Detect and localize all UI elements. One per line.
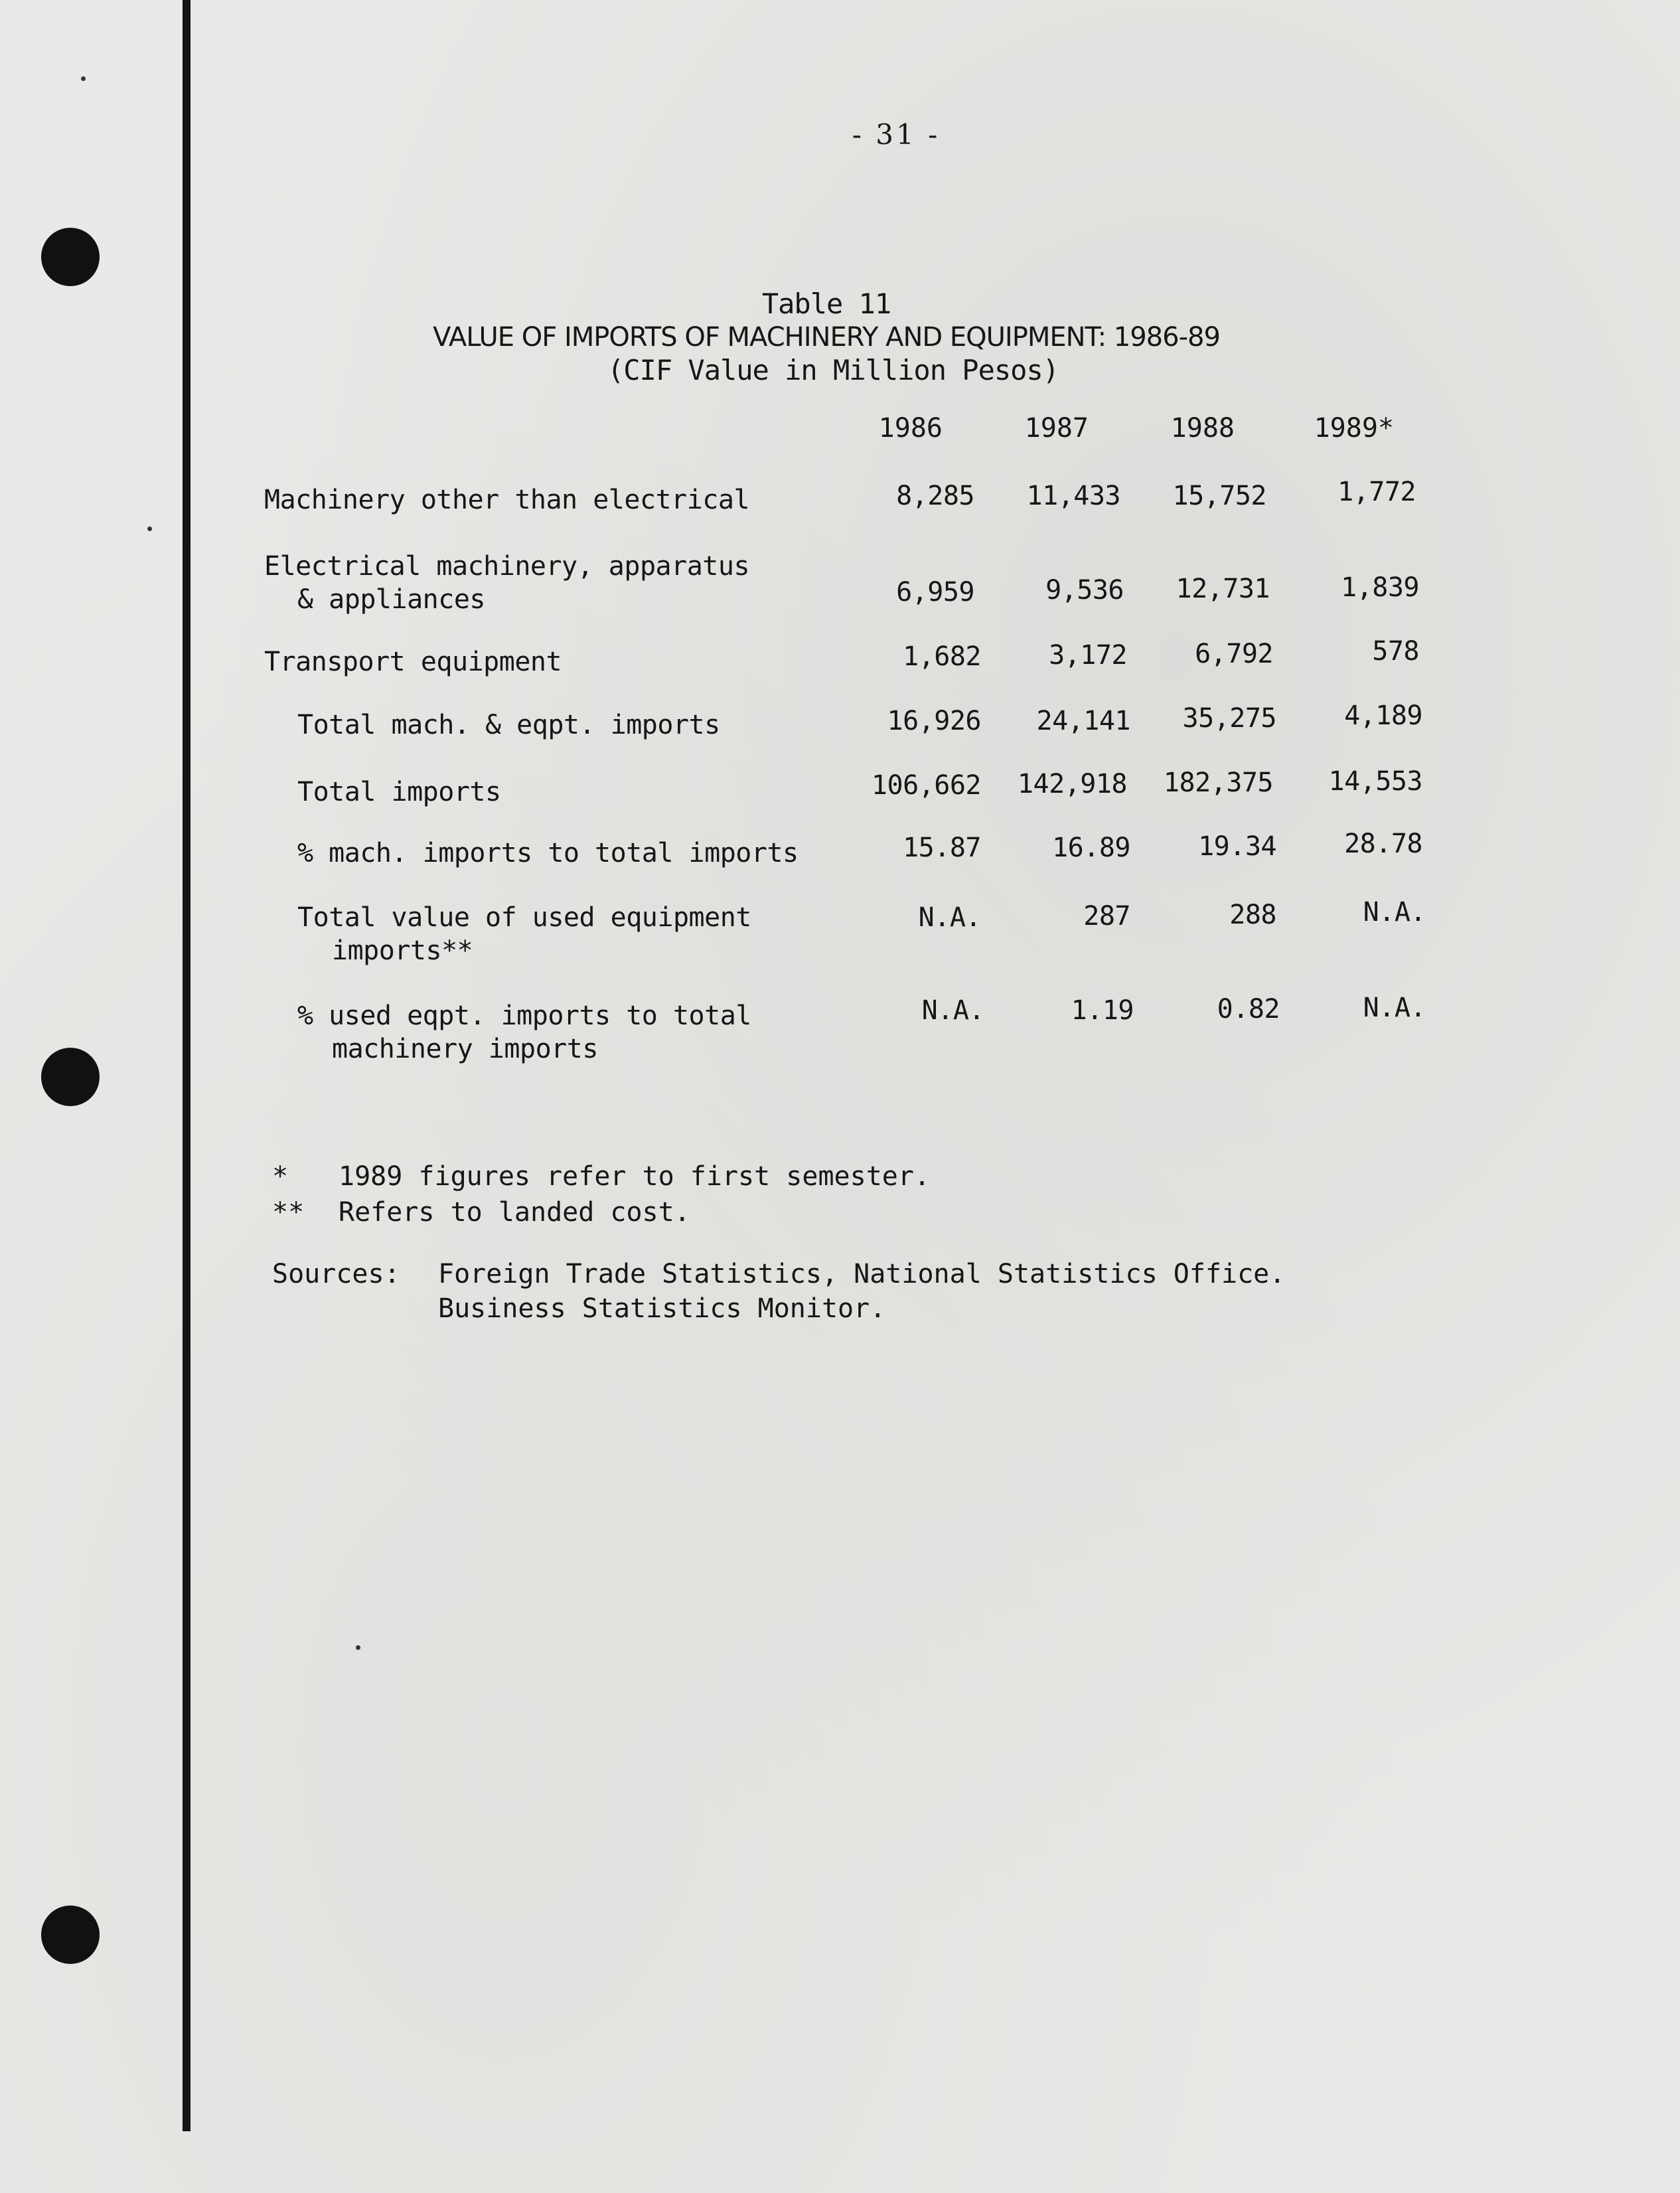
paper-speck [81, 76, 86, 81]
cell-1989: 4,189 [1344, 700, 1422, 731]
row-label-line: % mach. imports to total imports [297, 838, 799, 868]
punch-hole-bottom [41, 1906, 100, 1964]
footnote-mark: ** [272, 1197, 305, 1228]
cell-1986: N.A. [918, 902, 981, 933]
sources-label: Sources: [272, 1259, 400, 1289]
row-label-line: % used eqpt. imports to total [297, 1001, 751, 1031]
punch-hole-top [41, 228, 100, 286]
row-label [297, 901, 895, 967]
column-header-1987: 1987 [1024, 413, 1089, 444]
column-header-1986: 1986 [878, 413, 943, 444]
cell-1987: 142,918 [1017, 769, 1127, 799]
binder-margin-line [183, 0, 191, 2131]
row-label-line: Total mach. & eqpt. imports [297, 710, 720, 740]
cell-1987: 3,172 [1049, 640, 1127, 671]
row-label-line: Machinery other than electrical [264, 485, 750, 515]
cell-1986: 1,682 [903, 641, 981, 672]
column-header-1989: 1989* [1314, 413, 1394, 444]
cell-1988: 15,752 [1172, 481, 1266, 511]
cell-1989: N.A. [1363, 897, 1426, 928]
cell-1989: N.A. [1363, 993, 1426, 1023]
cell-1989: 28.78 [1344, 829, 1422, 859]
cell-1987: 1.19 [1071, 995, 1134, 1026]
row-label-line: Total imports [297, 777, 501, 807]
row-label-line: Electrical machinery, apparatus [264, 551, 750, 582]
sources-list [438, 1257, 1285, 1326]
footnote-text: Refers to landed cost. [339, 1197, 690, 1228]
table-subtitle: (CIF Value in Million Pesos) [607, 354, 1059, 386]
paper-speck [147, 527, 152, 531]
page-number: - 31 - [852, 118, 941, 151]
footnotes [272, 1159, 930, 1230]
footnote-text: 1989 figures refer to first semester. [339, 1161, 931, 1192]
footnote [272, 1159, 930, 1194]
source-item: Business Statistics Monitor. [438, 1293, 886, 1324]
cell-1989: 14,553 [1328, 766, 1422, 797]
row-label-line: Transport equipment [264, 647, 562, 677]
table-row [264, 550, 1446, 629]
source-item: Foreign Trade Statistics, National Statistics Office. [438, 1259, 1286, 1289]
cell-1988: 0.82 [1217, 994, 1280, 1024]
cell-1987: 11,433 [1026, 481, 1120, 511]
row-label-line: & appliances [297, 584, 485, 615]
cell-1987: 24,141 [1036, 706, 1130, 736]
row-label [264, 483, 862, 517]
column-header-1988: 1988 [1170, 413, 1235, 444]
footnote-mark: * [272, 1161, 289, 1192]
cell-1986: 16,926 [887, 706, 981, 736]
cell-1986: N.A. [921, 995, 984, 1026]
table-title-block [279, 287, 1374, 387]
cell-1986: 6,959 [896, 577, 974, 608]
cell-1988: 35,275 [1182, 703, 1276, 734]
row-label-line: imports** [332, 935, 473, 966]
row-label [297, 708, 895, 742]
cell-1988: 182,375 [1163, 768, 1273, 798]
cell-1988: 19.34 [1198, 831, 1276, 862]
paper-speck [356, 1645, 360, 1650]
cell-1987: 9,536 [1045, 575, 1124, 606]
row-label [297, 999, 895, 1066]
row-label-line: Total value of used equipment [297, 902, 751, 933]
cell-1986: 8,285 [896, 481, 974, 511]
table-row [264, 897, 1446, 981]
cell-1988: 12,731 [1176, 574, 1270, 604]
row-label [264, 550, 862, 616]
row-label [297, 837, 895, 870]
cell-1986: 106,662 [871, 770, 981, 801]
sources [272, 1257, 1285, 1326]
row-label-line: machinery imports [332, 1034, 598, 1064]
cell-1988: 6,792 [1195, 639, 1273, 669]
footnote [272, 1194, 930, 1230]
cell-1987: 287 [1083, 901, 1130, 932]
cell-1988: 288 [1229, 900, 1276, 930]
table-number: Table 11 [761, 287, 891, 320]
cell-1989: 1,839 [1341, 572, 1419, 603]
cell-1987: 16.89 [1052, 833, 1130, 863]
row-label [264, 645, 862, 679]
punch-hole-middle [41, 1048, 100, 1106]
cell-1986: 15.87 [903, 833, 981, 863]
table-row [264, 993, 1446, 1079]
cell-1989: 1,772 [1337, 477, 1416, 507]
cell-1989: 578 [1372, 636, 1419, 667]
table-title: VALUE OF IMPORTS OF MACHINERY AND EQUIPMENT: 1986-89 [433, 322, 1220, 353]
row-label [297, 775, 895, 809]
